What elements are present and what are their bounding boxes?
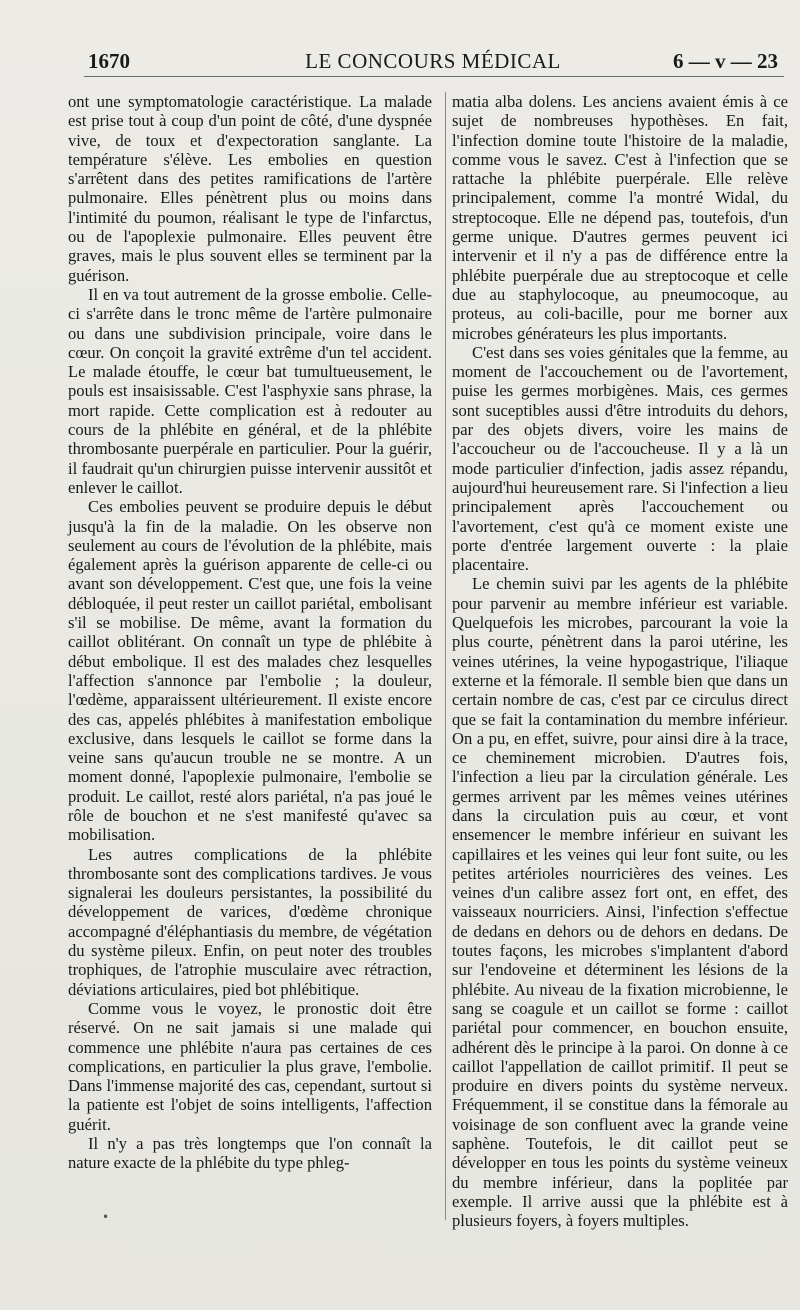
- issue-date: 6 — v — 23: [673, 49, 778, 73]
- paragraph: Il en va tout autrement de la grosse embolie. Celle-ci s'arrête dans le tronc même de l'artère pulmonaire ou dans une subdivision principale, voire dans le cœur. On conçoit la gravité extrême d'un tel accident. Le malade étouffe, le cœur bat tumultueusement, le pouls est insaisissable. C'est l'asphyxie sans phrase, la mort rapide. Cette complication est à redouter au cours de la phlébite en général, et de la phlébite thrombosante puerpérale en particulier. Pour la guérir, il faudrait qu'un chirurgien puisse intervenir aussitôt et enlever le caillot.: [68, 284, 432, 497]
- paragraph: Le chemin suivi par les agents de la phlébite pour parvenir au membre inférieur est variable. Quelquefois les microbes, parcourant la voie la plus courte, pénètrent dans la paroi utérine, les veines utérines, la veine hypogastrique, l'iliaque externe et la fémorale. Il semble bien que dans un certain nombre de cas, c'est par ce circulus direct que se fait la contamination du membre inférieur. On a pu, en effet, suivre, pour ainsi dire à la trace, ce cheminement microbien. D'autres fois, l'infection a lieu par la circulation générale. Les germes arrivent par les mêmes veines utérines dans la circulation puis au cœur, et vont ensemencer le membre inférieur en suivant les capillaires et les veines qui leur font suite, ou les petites artérioles nourricières des veines. Les veines d'un calibre assez fort ont, en effet, des vaisseaux nourriciers. Ainsi, l'infection s'effectue de dedans en dehors ou de dehors en dedans. De toutes façons, les microbes s'implantent d'abord sur l'endoveine et déterminent les lésions de la phlébite. Au niveau de la fixation microbienne, le sang se coagule et un caillot se forme : caillot pariétal pour commencer, en bouchon ensuite, adhérent dès le principe à la paroi. On donne à ce caillot l'appellation de caillot primitif. Il peut se produire en divers points du système nerveux. Fréquemment, il se constitue dans la fémorale au voisinage de son confluent avec la grande veine saphène. Toutefois, le dit caillot peut se développer en tous les points du système veineux du membre inférieur, dans la poplitée par exemple. Il arrive aussi que la phlébite est à plusieurs foyers, à foyers multiples.: [452, 574, 788, 1231]
- paragraph: matia alba dolens. Les anciens avaient émis à ce sujet de nombreuses hypothèses. En fait, l'infection domine toute l'histoire de la maladie, comme vous le savez. C'est à l'infection que se rattache la phlébite puerpérale. Elle relève principalement, comme l'a montré Widal, du streptocoque. Elle ne dépend pas, toutefois, d'un germe unique. D'autres germes peuvent ici intervenir et il n'y a pas de différence entre la phlébite puerpérale due au streptocoque et celle due au staphylocoque, au pneumocoque, au proteus, au coli-bacille, pour me borner aux microbes générateurs les plus importants.: [452, 92, 788, 343]
- paragraph: C'est dans ses voies génitales que la femme, au moment de l'accouchement ou de l'avortement, puise les germes morbigènes. Mais, ces germes sont suceptibles aussi d'être introduits du dehors, par des objets divers, voire les mains de l'accoucheur ou de l'accoucheuse. Il y a là un mode particulier d'infection, jadis assez répandu, aujourd'hui heureusement rare. Si l'infection a lieu principalement après l'accouchement ou l'avortement, c'est qu'à ce moment existe une porte d'entrée largement ouverte : la plaie placentaire.: [452, 342, 788, 575]
- running-header: [88, 46, 778, 80]
- print-mark: •: [102, 1210, 110, 1224]
- left-column: [68, 92, 432, 1173]
- journal-title: LE CONCOURS MÉDICAL: [305, 49, 561, 73]
- right-column: [452, 92, 788, 1231]
- paragraph: ont une symptomatologie caractéristique. La malade est prise tout à coup d'un point de côté, d'une dyspnée vive, de toux et d'expectoration sanglante. La température s'élève. Les embolies en question s'arrêtent dans des petites ramifications de l'artère pulmonaire. Elles pénètrent plus ou moins dans l'intimité du poumon, réalisant le type de l'infarctus, ou de l'apoplexie pulmonaire. Elles peuvent être graves, mais le plus souvent elles se terminent par la guérison.: [68, 92, 432, 285]
- column-divider: [445, 92, 446, 1220]
- paragraph: Les autres complications de la phlébite thrombosante sont des complications tardives. Je vous signalerai les douleurs persistantes, la possibilité du développement de varices, d'œdème chronique accompagné d'éléphantiasis du membre, de végétation du système pileux. Enfin, on peut noter des troubles trophiques, de l'atrophie musculaire avec rétraction, déviations articulaires, pied bot phlébitique.: [68, 844, 432, 999]
- page-number: 1670: [88, 49, 130, 73]
- paragraph: Ces embolies peuvent se produire depuis le début jusqu'à la fin de la maladie. On les observe non seulement au cours de l'évolution de la phlébite, mais également après la guérison apparente de celle-ci ou avant son développement. C'est que, une fois la veine débloquée, il peut rester un caillot pariétal, embolisant s'il se mobilise. De même, avant la formation du caillot oblitérant. On connaît un type de phlébite à début embolique. Il est des malades chez lesquelles l'affection s'annonce par l'embolie ; la douleur, l'œdème, apparaissent ultérieurement. Il existe encore des cas, appelés phlébites à manifestation embolique exclusive, dans lesquels le caillot se forme dans la veine sans qu'aucun trouble ne se montre. A un moment donné, l'apoplexie pulmonaire, l'embolie se produit. Le caillot, resté alors pariétal, n'a pas joué le rôle de bouchon et ne s'est manifesté qu'avec sa mobilisation.: [68, 497, 432, 845]
- header-rule: [84, 76, 784, 77]
- paragraph: Il n'y a pas très longtemps que l'on connaît la nature exacte de la phlébite du type phleg-: [68, 1134, 432, 1173]
- paragraph: Comme vous le voyez, le pronostic doit être réservé. On ne sait jamais si une malade qui commence une phlébite n'aura pas certaines de ces complications, en particulier la plus grave, l'embolie. Dans l'immense majorité des cas, cependant, surtout si la patiente est l'objet de soins intelligents, l'affection guérit.: [68, 998, 432, 1134]
